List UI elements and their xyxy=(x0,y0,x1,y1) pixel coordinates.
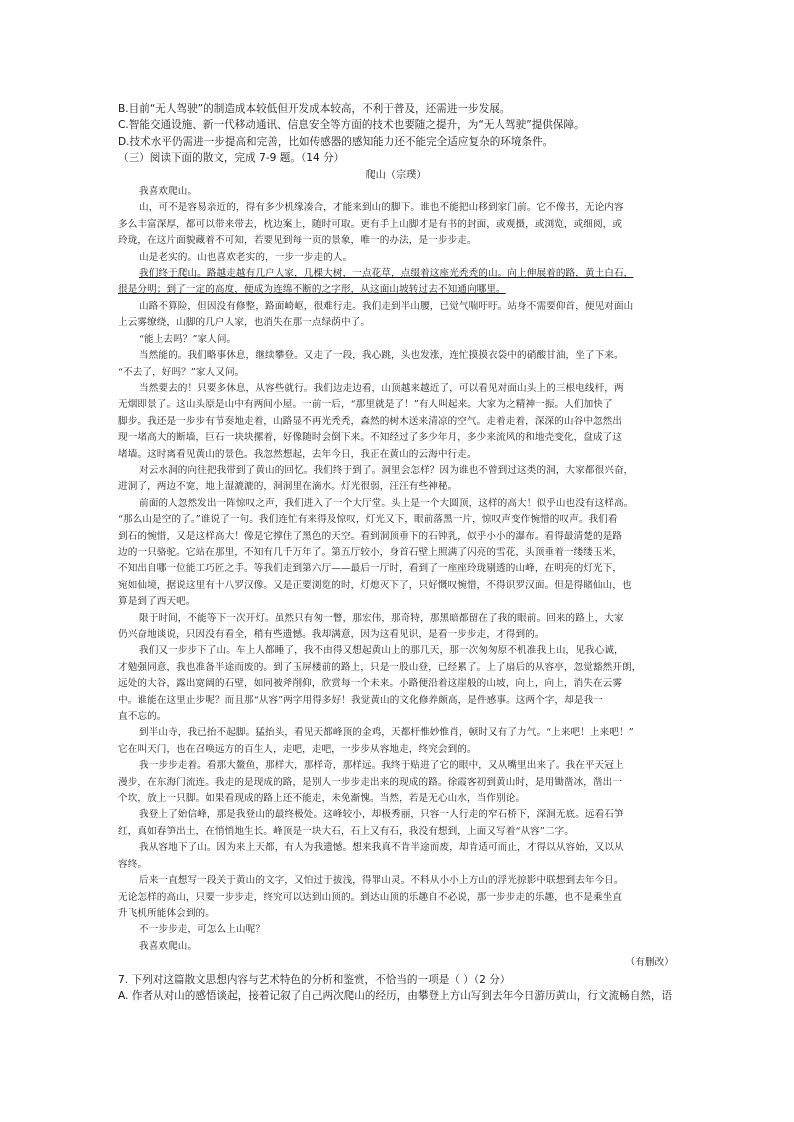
option-d-prev: D.技术水平仍需进一步提高和完善，比如传感器的感知能力还不能完全适应复杂的环境条件。 xyxy=(118,135,554,148)
essay-paragraph-10-line-2: “那么山是空的了。”谁说了一句。我们连忙有来得及惊叹，灯光又下，眼前落黑一片，惊叹声变作惋惜的叹声。我们看 xyxy=(118,514,618,526)
page-content xyxy=(118,101,674,1004)
essay-paragraph-13-line-1: 到半山寺，我已抬不起脚。猛抬头，看见天都峰顶的金鸡，天都杆惟妙惟肖，顿时又有了力气。“上来吧！上来吧！” xyxy=(139,727,634,739)
essay-paragraph-5-line-1: 山路不算险，但因没有修整，路面崎岖，很难行走。我们走到半山腰，已觉气喘吁吁。站身不需要仰首，便见对面山 xyxy=(139,300,634,312)
essay-body xyxy=(118,184,674,955)
essay-paragraph-12-line-3: 远处的大谷，露出宽阔的石壁，如同被斧削仰，欣赏每一个未来。小路便沿着这崖般的山坡，向上，向上，消失在云雾 xyxy=(118,678,623,690)
essay-paragraph-8-line-3: 脚步。我还是一步步有节奏地走着，山路显不再光秃秃，森然的树木送来清凉的空气。走着走着，深深的山谷中忽然出 xyxy=(118,415,623,427)
question-7-stem: 7. 下列对这篇散文思想内容与艺术特色的分析和鉴赏，不恰当的一项是（ ）（2 分） xyxy=(118,973,511,986)
essay-paragraph-12-line-5: 直不忘的。 xyxy=(118,711,167,723)
essay-paragraph-9-line-2: 进洞了，两边不宽，地上湿漉漉的，洞洞里在滴水。灯光很弱，汪汪有些神秘。 xyxy=(118,481,458,493)
essay-paragraph-16-line-2: 容终。 xyxy=(118,858,148,870)
essay-paragraph-2-line-1: 山，可不是容易亲近的，得有多少机缘凑合，才能来到山的脚下。谁也不能把山移到家门前。它不像书，无论内容 xyxy=(139,202,624,214)
essay-paragraph-5-line-2: 上云雾缭绕，山脚的几户人家，也消失在那一点绿荫中了。 xyxy=(118,317,371,329)
essay-paragraph-3-line-1: 山是老实的。山也喜欢老实的，一步一步走的人。 xyxy=(139,251,353,263)
option-c-prev: C.智能交通设施、新一代移动通讯、信息安全等方面的技术也要随之提升，为“无人驾驶”提供保障。 xyxy=(118,119,585,132)
essay-paragraph-2-line-2: 多么丰富深厚，都可以带来带去，枕边案上，随时可取。更有手上山脚才是有书的封面，或观摄，或浏览，或细阅，或 xyxy=(118,218,623,230)
option-b-prev: B.目前“无人驾驶”的制造成本较低但开发成本较高，不利于普及，还需进一步发展。 xyxy=(118,103,511,115)
essay-paragraph-4-line-1: 我们终于爬山。路越走越有几户人家，几棵大树，一点花草，点缀着这座光秃秃的山。向上伸展着的路，黄土白石， xyxy=(139,268,634,280)
essay-paragraph-17-line-3: 升飞机所能体会到的。 xyxy=(118,907,215,919)
essay-paragraph-4-line-2: 很是分明；到了一定的高度，便成为连绵不断的之字形，从这面山坡转过去不知通向哪里。 xyxy=(118,284,506,296)
question-7-option-a: A. 作者从对山的感悟谈起，接着记叙了自己两次爬山的经历，由攀登上方山写到去年今日游历黄山，行文流畅自然，语 xyxy=(118,989,673,1002)
essay-paragraph-8-line-2: 无烟即景了。这山头原是山中有两间小屋。一前一后，“那里就是了！”有人叫起来。大家为之精神一振。人们加快了 xyxy=(118,399,613,411)
essay-paragraph-11-line-1: 限于时间，不能等下一次开灯。虽然只有匆一瞥，那宏伟，那奇特，那黑暗都留在了我的眼前。回来的路上，大家 xyxy=(139,612,624,624)
essay-paragraph-10-line-5: 不知出自哪一位能工巧匠之手。等我们走到第六厅——最后一厅时，看到了一座座玲珑剔透的山峰，在明亮的灯光下， xyxy=(118,563,623,575)
essay-paragraph-15-line-1: 我登上了始信峰，那是我登山的最终极处。这峰较小，却极秀丽，只容一人行走的窄石桥下，深洞无底。远看石笋 xyxy=(139,809,624,821)
essay-paragraph-10-line-6: 宛如仙境，据说这里有十八罗汉像。又是正要浏览的时，灯熄灭下了，只好慨叹惋惜，不得识罗汉面。但是得睹仙山，也 xyxy=(118,579,632,591)
essay-title: 爬山（宗璞） xyxy=(365,169,427,181)
essay-paragraph-14-line-1: 我一步步走着。看那大鳌鱼，那样大，那样奇，那样远。我终于贴进了它的眼中，又从嘴里出来了。我在平天冠上 xyxy=(139,760,624,772)
essay-paragraph-16-line-1: 我从容地下了山。因为来上天都，有人为我遗憾。想来我真不肯半途而废，却肯适可而止，才得以从容始，又以从 xyxy=(139,842,624,854)
essay-paragraph-6-line-1: “能上去吗？”家人问。 xyxy=(139,333,237,345)
essay-paragraph-8-line-4: 现一堵高大的断墙，巨石一块块摞着，好像随时会倒下来。不知经过了多少年月，多少来流风的和地壳变化，盘成了这 xyxy=(118,432,623,444)
section-header: （三）阅读下面的散文，完成 7-9 题。（14 分） xyxy=(118,152,345,165)
essay-paragraph-12-line-4: 中。谁能在这里止步呢？而且那“从容”两字用得多好！我觉黄山的文化修养颇高，是件感事。这两个字，却是我一 xyxy=(118,694,604,706)
essay-paragraph-1-line-1: 我喜欢爬山。 xyxy=(139,186,198,198)
essay-source: （有删改） xyxy=(625,957,674,969)
essay-paragraph-12-line-2: 才勉强同意，我也准备半途而废的。到了玉屏楼前的路上，只是一股山登，已经累了。上了扇后的从容亭，忽觉豁然开朗， xyxy=(118,661,642,673)
essay-paragraph-12-line-1: 我们又一步步下了山。车上人都睡了，我不由得又想起黄山上的那几天，那一次匆匆原不机准我上山，见我心诚， xyxy=(139,645,624,657)
essay-paragraph-9-line-1: 对云水洞的向往把我带到了黄山的回忆。我们终于到了。洞里会怎样？因为谁也不曾到过这类的洞，大家都很兴奋， xyxy=(139,464,634,476)
essay-paragraph-17-line-2: 无论怎样的高山，只要一步步走，终究可以达到山顶的。到达山顶的乐趣自不必说，那一步步走的乐趣，也不是乘坐直 xyxy=(118,891,623,903)
essay-paragraph-14-line-3: 个坎，放上一只脚。如果看现成的路上还不能走，未免渐愧。当然，若是无心山水，当作别论。 xyxy=(118,793,526,805)
essay-paragraph-2-line-3: 玲珑，在这片面貌藏着不可知，若要见到每一页的景象，唯一的办法，是一步步走。 xyxy=(118,235,477,247)
essay-paragraph-19-line-1: 我喜欢爬山。 xyxy=(139,940,198,952)
essay-paragraph-10-line-7: 算是到了西天吧。 xyxy=(118,596,196,608)
essay-paragraph-18-line-1: 不一步步走，可怎么上山呢？ xyxy=(139,924,266,936)
essay-paragraph-7-line-2: “不去了，好吗？”家人又问。 xyxy=(118,366,245,378)
essay-paragraph-14-line-2: 漫步，在东海门流连。我走的是现成的路，是别人一步步走出来的现成的路。徐霞客初到黄山时，是用锄凿冰，凿出一 xyxy=(118,776,623,788)
essay-paragraph-10-line-4: 边的一只骆驼。它站在那里，不知有几千万年了。第五厅较小，身首石壁上照满了闪亮的雪花，头顶垂着一缕缕玉米， xyxy=(118,546,623,558)
essay-paragraph-13-line-2: 它在叫天门，也在召唤远方的百生人，走吧，走吧，一步步从容地走，终究会到的。 xyxy=(118,743,477,755)
essay-paragraph-8-line-5: 堵墙。这时离看见黄山的景色。我忽然想起，去年今日，我正在黄山的云海中行走。 xyxy=(118,448,477,460)
essay-paragraph-11-line-2: 仍兴奋地谈说，只因没有看全，稍有些遗憾。我却满意，因为这看见识，是看一步步走，才得到的。 xyxy=(118,629,545,640)
essay-paragraph-15-line-2: 红，真如春笋出土，在悄悄地生长。峰顶是一块大石，石上又有石，我没有想到，上面又写着“从容”二字。 xyxy=(118,825,574,837)
essay-paragraph-10-line-1: 前面的人忽然发出一阵惊叹之声，我们进入了一个大厅堂。头上是一个大圆顶，这样的高大！似乎山也没有这样高。 xyxy=(139,497,634,509)
essay-paragraph-7-line-1: 当然能的。我们略事休息，继续攀登。又走了一段，我心跳，头也发涨，连忙摸摸衣袋中的硝酸甘油，坐了下来。 xyxy=(139,350,624,362)
essay-paragraph-8-line-1: 当然要去的！只要多休息，从容些就行。我们边走边看，山顶越来越近了，可以看见对面山头上的三根电线杆，两 xyxy=(139,382,624,394)
essay-paragraph-17-line-1: 后来一直想写一段关于黄山的文字，又怕过于拔浅，得罪山灵。不料从小小上方山的浮光掠影中联想到去年今日。 xyxy=(139,875,624,887)
essay-paragraph-10-line-3: 到石的惋惜，又是这样高大！像是它撑住了黑色的天空。看到洞顶垂下的石钟乳，似乎小小的瀑布。看得最清楚的是路 xyxy=(118,530,623,542)
